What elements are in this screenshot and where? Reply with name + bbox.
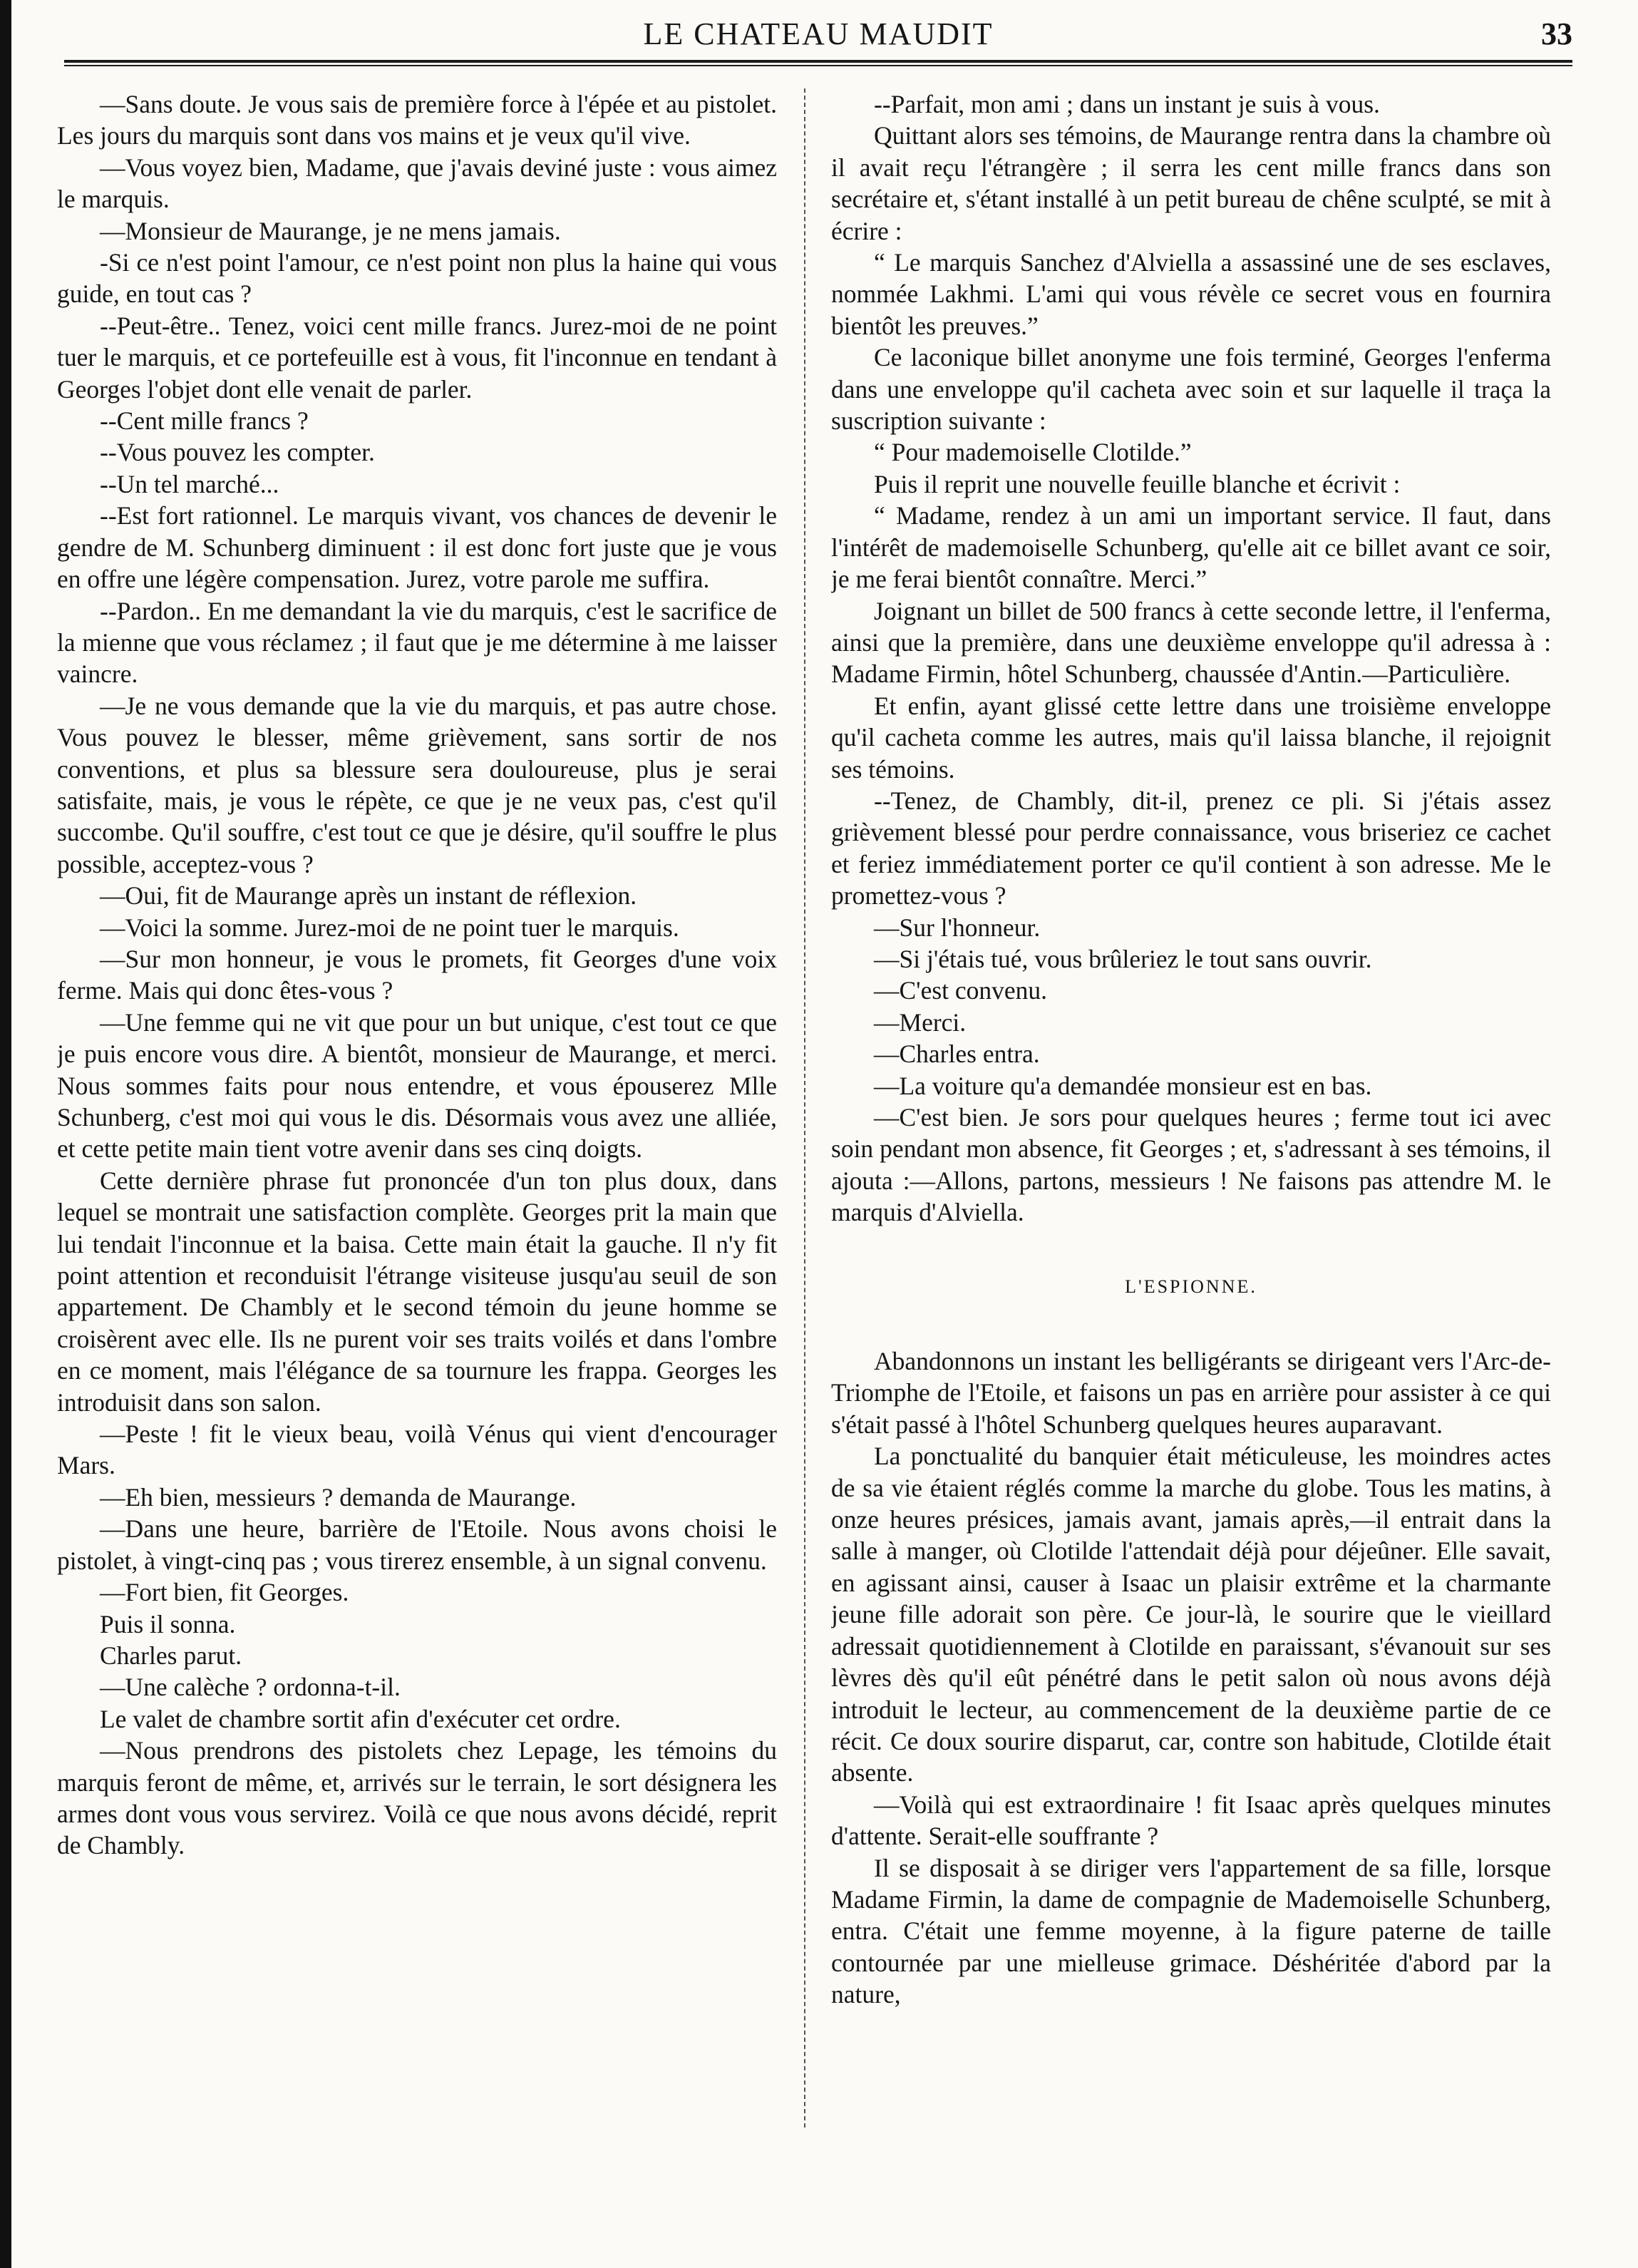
paragraph: Et enfin, ayant glissé cette lettre dans une troisième enveloppe qu'il cacheta comme les autres, mais qu'il laissa blanche, il rejoignit ses témoins. xyxy=(831,691,1551,784)
paragraph: Il se disposait à se diriger vers l'appartement de sa fille, lorsque Madame Firmin, la dame de compagnie de Mademoiselle Schunberg, entra. C'était une femme moyenne, à la figure paterne de taille contournée par une mielleuse grimace. Déshéritée d'abord par la nature, xyxy=(831,1853,1551,2009)
left-column xyxy=(57,88,777,2199)
paragraph: Joignant un billet de 500 francs à cette seconde lettre, il l'enferma, ainsi que la première, dans une deuxième enveloppe qu'il adressa à : Madame Firmin, hôtel Schunberg, chaussée d'Antin.—Particulière. xyxy=(831,596,1551,689)
right-column xyxy=(831,88,1551,2199)
paragraph: Puis il reprit une nouvelle feuille blanche et écrivit : xyxy=(874,469,1401,498)
paragraph: —Nous prendrons des pistolets chez Lepage, les témoins du marquis feront de même, et, arrivés sur le terrain, le sort désignera les armes dont vous vous servirez. Voilà ce que nous avons décidé, reprit de Chambly. xyxy=(57,1736,777,1860)
paragraph: —Eh bien, messieurs ? demanda de Maurange. xyxy=(100,1482,577,1512)
paragraph: -Si ce n'est point l'amour, ce n'est point non plus la haine qui vous guide, en tout cas ? xyxy=(57,248,777,309)
paragraph: —Voilà qui est extraordinaire ! fit Isaac après quelques minutes d'attente. Serait-elle souffrante ? xyxy=(831,1790,1551,1851)
paragraph: Le valet de chambre sortit afin d'exécuter cet ordre. xyxy=(100,1704,621,1733)
paragraph: —Sans doute. Je vous sais de première force à l'épée et au pistolet. Les jours du marquis sont dans vos mains et je veux qu'il vive. xyxy=(57,90,777,150)
paragraph: —Une calèche ? ordonna-t-il. xyxy=(100,1673,401,1702)
paragraph: Quittant alors ses témoins, de Maurange rentra dans la chambre où il avait reçu l'étrangère ; il serra les cent mille francs dans son secrétaire et, s'étant installé à un petit bureau de chêne sculpté, se mit à écrire : xyxy=(831,121,1551,245)
paragraph: —Monsieur de Maurange, je ne mens jamais. xyxy=(100,216,561,245)
page-number: 33 xyxy=(1541,16,1572,51)
paragraph: --Est fort rationnel. Le marquis vivant, vos chances de devenir le gendre de M. Schunberg diminuent : il est donc fort juste que je vous en offre une légère compensation. Jurez, votre parole me suffira. xyxy=(57,501,777,594)
paragraph: “ Pour mademoiselle Clotilde.” xyxy=(874,438,1192,467)
paragraph: —C'est convenu. xyxy=(874,976,1048,1005)
running-title: LE CHATEAU MAUDIT xyxy=(643,16,994,51)
paragraph: Cette dernière phrase fut prononcée d'un ton plus doux, dans lequel se montrait une satisfaction complète. Georges prit la main que lui tendait l'inconnue et la baisa. Cette main était la gauche. Il n'y fit point attention et reconduisit l'étrange visiteuse jusqu'au seuil de son appartement. De Chambly et le second témoin du jeune homme se croisèrent avec elle. Ils ne purent voir ses traits voilés et dans l'ombre en ce moment, mais l'élégance de sa tournure les frappa. Georges les introduisit dans son salon. xyxy=(57,1166,777,1417)
paragraph: Abandonnons un instant les belligérants se dirigeant vers l'Arc-de-Triomphe de l'Etoile, et faisons un pas en arrière pour assister à ce qui s'était passé à l'hôtel Schunberg quelques heures auparavant. xyxy=(831,1347,1551,1439)
paragraph: —Dans une heure, barrière de l'Etoile. Nous avons choisi le pistolet, à vingt-cinq pas ; vous tirerez ensemble, à un signal convenu. xyxy=(57,1514,777,1575)
section-title: L'ESPIONNE. xyxy=(1125,1276,1257,1297)
paragraph: “ Madame, rendez à un ami un important service. Il faut, dans l'intérêt de mademoiselle Schunberg, qu'elle ait ce billet avant ce soir, je me ferai bientôt connaître. Merci.” xyxy=(831,501,1551,594)
column-divider xyxy=(804,88,805,2128)
paragraph: —La voiture qu'a demandée monsieur est en bas. xyxy=(874,1071,1372,1100)
paragraph: Ce laconique billet anonyme une fois terminé, Georges l'enferma dans une enveloppe qu'il cacheta avec soin et sur laquelle il traça la suscription suivante : xyxy=(831,343,1551,436)
paragraph: —Sur l'honneur. xyxy=(874,913,1041,942)
paragraph: —Voici la somme. Jurez-moi de ne point tuer le marquis. xyxy=(100,913,679,942)
paragraph: —Vous voyez bien, Madame, que j'avais deviné juste : vous aimez le marquis. xyxy=(57,153,777,214)
scan-edge xyxy=(0,0,11,2268)
paragraph: Puis il sonna. xyxy=(100,1609,236,1638)
paragraph: --Tenez, de Chambly, dit-il, prenez ce pli. Si j'étais assez grièvement blessé pour perdre connaissance, vous briseriez ce cachet et feriez immédiatement porter ce qu'il contient à son adresse. Me le promettez-vous ? xyxy=(831,786,1551,910)
paragraph: —C'est bien. Je sors pour quelques heures ; ferme tout ici avec soin pendant mon absence, fit Georges ; et, s'adressant à ses témoins, il ajouta :—Allons, partons, messieurs ! Ne faisons pas attendre M. le marquis d'Alviella. xyxy=(831,1103,1551,1227)
paragraph: —Oui, fit de Maurange après un instant de réflexion. xyxy=(100,881,637,910)
paragraph: La ponctualité du banquier était méticuleuse, les moindres actes de sa vie étaient réglés comme la marche du globe. Tous les matins, à onze heures présices, jamais avant, jamais après,—il entrait dans la salle à manger, où Clotilde l'attendait déjà pour déjeûner. Elle savait, en agissant ainsi, causer à Isaac un plaisir extrême et la charmante jeune fille adorait son père. Ce jour-là, le sourire que le vieillard adressait quotidiennement à Clotilde en paraissant, s'évanouit sur ses lèvres dès qu'il eût pénétré dans le petit salon où nous avons déjà introduit le lecteur, au commencement de la deuxième partie de ce récit. Ce doux sourire disparut, car, contre son habitude, Clotilde était absente. xyxy=(831,1442,1551,1787)
paragraph: --Parfait, mon ami ; dans un instant je suis à vous. xyxy=(874,90,1380,118)
paragraph: --Un tel marché... xyxy=(100,469,279,498)
paragraph: Charles parut. xyxy=(100,1641,242,1670)
paragraph: --Peut-être.. Tenez, voici cent mille francs. Jurez-moi de ne point tuer le marquis, et ce portefeuille est à vous, fit l'inconnue en tendant à Georges l'objet dont elle venait de parler. xyxy=(57,311,777,404)
paragraph: --Cent mille francs ? xyxy=(100,406,309,436)
paragraph: —Merci. xyxy=(874,1007,967,1037)
paragraph: —Je ne vous demande que la vie du marquis, et pas autre chose. Vous pouvez le blesser, même grièvement, sans sortir de nos conventions, et plus sa blessure sera douloureuse, plus je serai satisfaite, mais, je vous le répète, ce que je ne veux pas, c'est qu'il succombe. Qu'il souffre, c'est tout ce que je désire, qu'il souffre le plus possible, acceptez-vous ? xyxy=(57,691,777,878)
paragraph: —Une femme qui ne vit que pour un but unique, c'est tout ce que je puis encore vous dire. A bientôt, monsieur de Maurange, et merci. Nous sommes faits pour nous entendre, et vous épouserez Mlle Schunberg, c'est moi qui vous le dis. Désormais vous avez une alliée, et cette petite main tient votre avenir dans ses cinq doigts. xyxy=(57,1007,777,1164)
paragraph: —Peste ! fit le vieux beau, voilà Vénus qui vient d'encourager Mars. xyxy=(57,1420,777,1480)
header-rule xyxy=(64,60,1572,66)
paragraph: —Sur mon honneur, je vous le promets, fit Georges d'une voix ferme. Mais qui donc êtes-vous ? xyxy=(57,944,777,1005)
paragraph: “ Le marquis Sanchez d'Alviella a assassiné une de ses esclaves, nommée Lakhmi. L'ami qui vous révèle ce secret vous en fournira bientôt les preuves.” xyxy=(831,248,1551,340)
paragraph: —Charles entra. xyxy=(874,1040,1040,1069)
paragraph: --Pardon.. En me demandant la vie du marquis, c'est le sacrifice de la mienne que vous réclamez ; il faut que je me détermine à me laisser vaincre. xyxy=(57,596,777,689)
paragraph: --Vous pouvez les compter. xyxy=(100,438,375,467)
paragraph: —Si j'étais tué, vous brûleriez le tout sans ouvrir. xyxy=(874,944,1372,973)
page-header xyxy=(64,13,1572,56)
paragraph: —Fort bien, fit Georges. xyxy=(100,1578,349,1607)
